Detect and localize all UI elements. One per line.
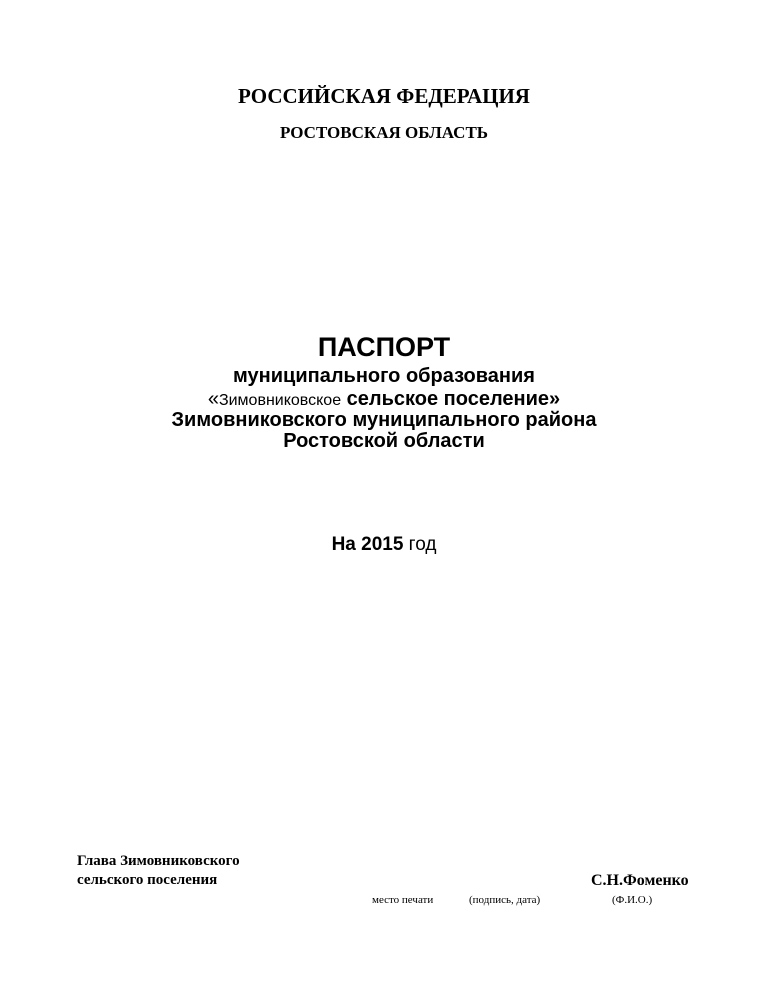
signatory-position-line-1: Глава Зимовниковского: [77, 853, 240, 869]
subtitle-line-4: Ростовской области: [283, 430, 485, 452]
signature-label: (подпись, дата): [469, 894, 541, 906]
signatory-name: С.Н.Фоменко: [591, 872, 689, 889]
name-label: (Ф.И.О.): [612, 894, 653, 906]
period-line: [0, 534, 768, 556]
subtitle-line-1: муниципального образования: [233, 365, 535, 387]
country-heading: РОССИЙСКАЯ ФЕДЕРАЦИЯ: [238, 84, 530, 108]
open-quote: «: [207, 388, 219, 410]
seal-label: место печати: [372, 894, 434, 906]
region-heading: РОСТОВСКАЯ ОБЛАСТЬ: [279, 123, 489, 142]
settlement-name: Зимовниковское: [218, 392, 342, 409]
signatory-position-line-2: сельского поселения: [77, 872, 218, 888]
period-prefix: На 2015: [331, 534, 404, 555]
period-suffix: год: [403, 534, 437, 555]
subtitle-line-3: Зимовниковского муниципального района: [171, 409, 597, 431]
subtitle-line-2-rest: сельское поселение»: [341, 388, 561, 410]
document-title: ПАСПОРТ: [317, 332, 451, 362]
subtitle-line-2: [0, 388, 768, 411]
